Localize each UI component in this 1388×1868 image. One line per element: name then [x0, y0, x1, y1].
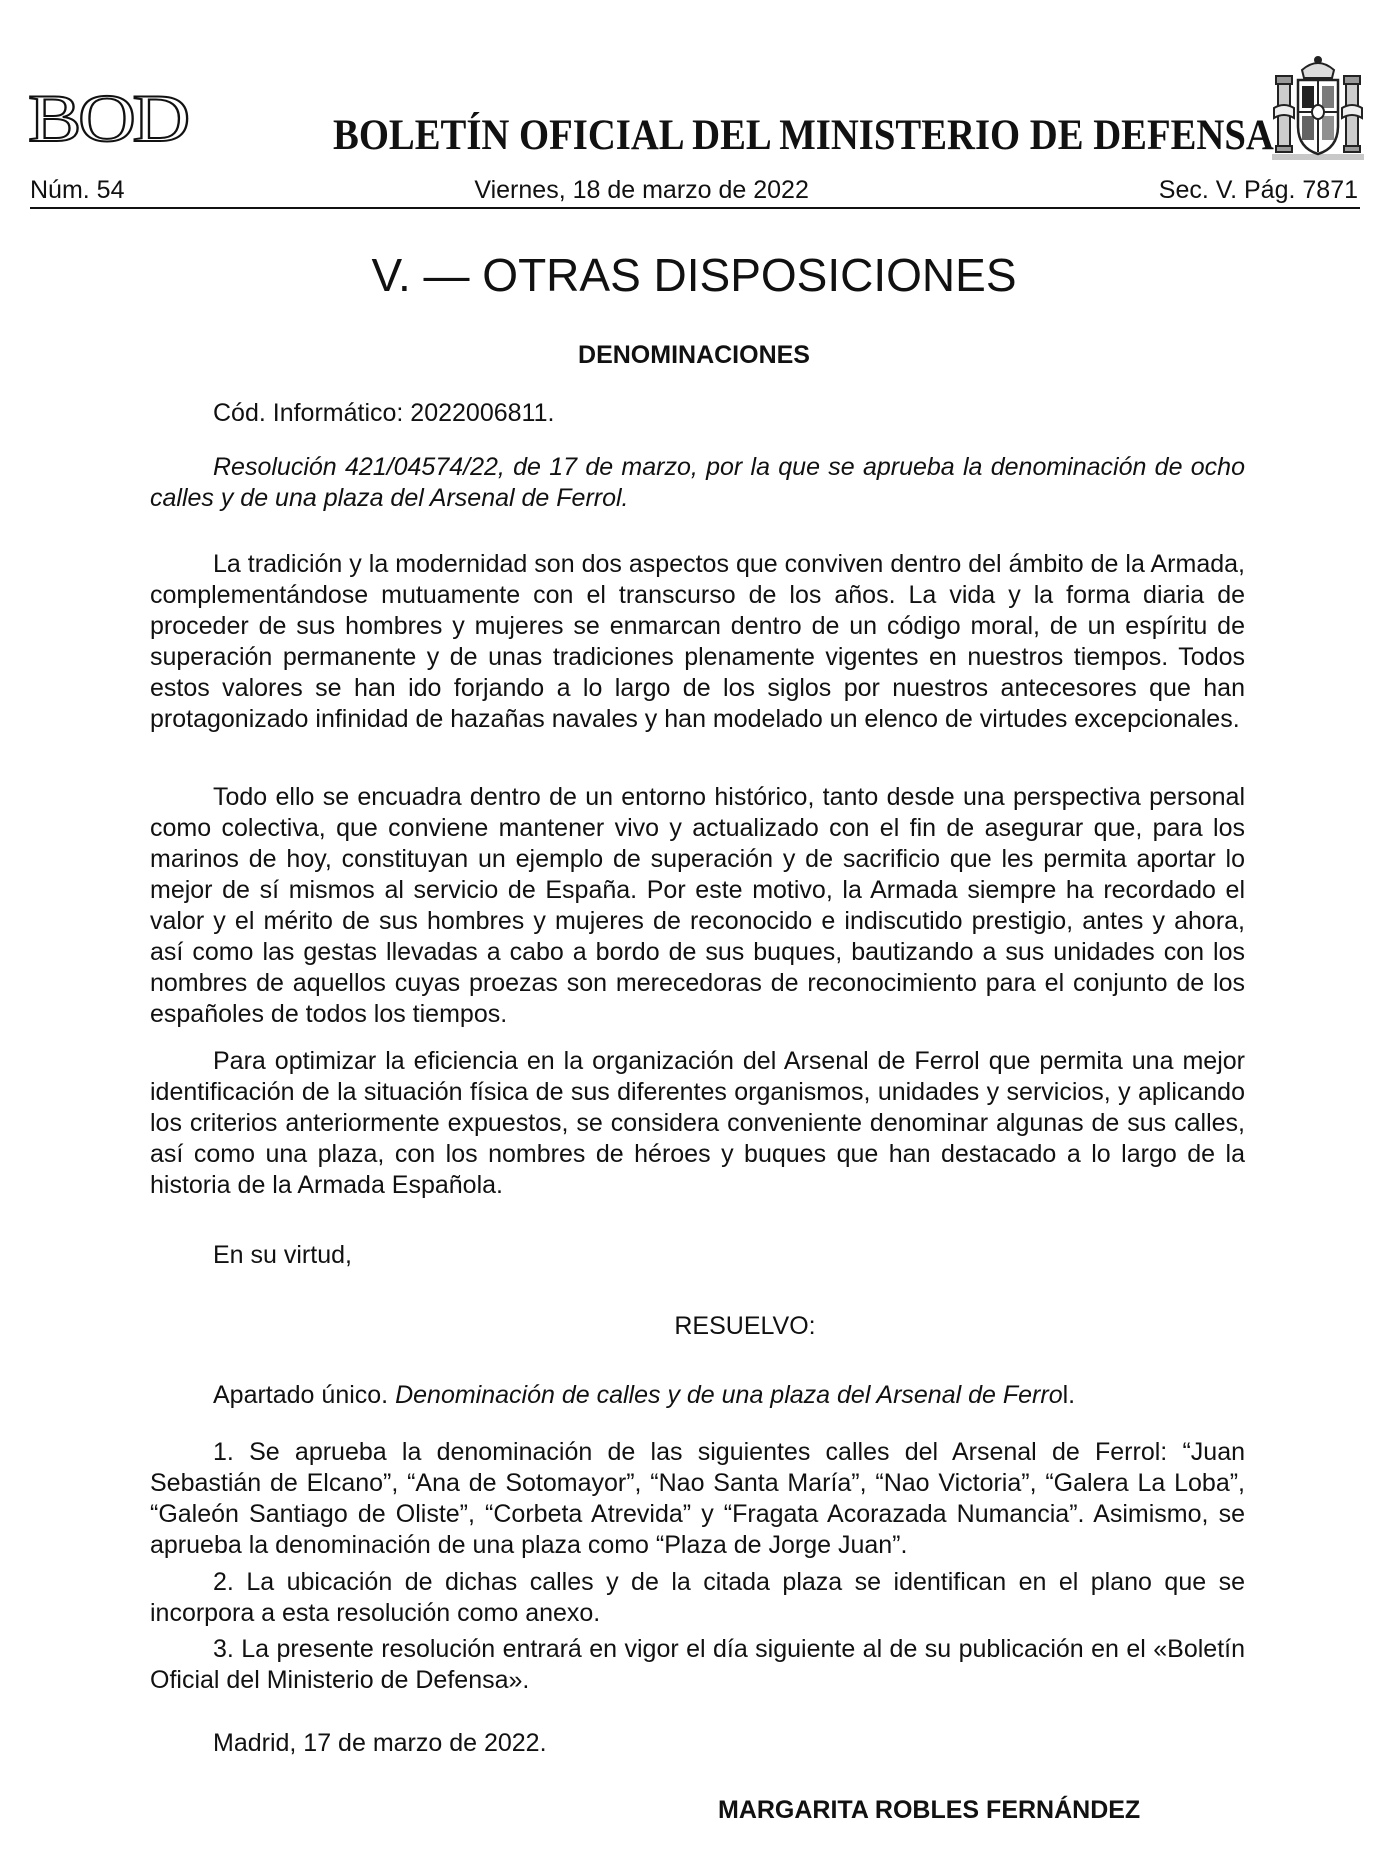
- place-date: Madrid, 17 de marzo de 2022.: [213, 1729, 547, 1757]
- resolution-title: Resolución 421/04574/22, de 17 de marzo, por la que se aprueba la denominación de ocho calles y de una plaza del Arsenal de Ferrol.: [150, 453, 1245, 512]
- issue-date: Viernes, 18 de marzo de 2022: [474, 176, 809, 204]
- paragraph-3: Para optimizar la eficiencia en la organización del Arsenal de Ferrol que permita una mejor identificación de la situación física de sus diferentes organismos, unidades y servicios, y aplicando los criterios anteriormente expuestos, se considera conveniente denominar algunas de sus calles, así como una plaza, con los nombres de héroes y buques que han destacado a lo largo de la historia de la Armada Española.: [150, 1047, 1245, 1199]
- apartado-unico: [213, 1380, 1243, 1411]
- section-title: V. — OTRAS DISPOSICIONES: [371, 249, 1017, 301]
- resuelvo-heading: RESUELVO:: [674, 1312, 816, 1340]
- header-divider: [30, 207, 1360, 209]
- paragraph-2: Todo ello se encuadra dentro de un entorno histórico, tanto desde una perspectiva personal como colectiva, que conviene mantener vivo y actualizado con el fin de asegurar que, para los marinos de hoy, constituyan un ejemplo de superación y de sacrificio que les permita aportar lo mejor de sí mismos al servicio de España. Por este motivo, la Armada siempre ha recordado el valor y el mérito de sus hombres y mujeres de reconocido e indiscutido prestigio, antes y ahora, así como las gestas llevadas a cabo a bordo de sus buques, bautizando a sus unidades con los nombres de aquellos cuyas proezas son merecedoras de reconocimiento para el conjunto de los españoles de todos los tiempos.: [150, 783, 1245, 1028]
- paragraph-1: La tradición y la modernidad son dos aspectos que conviven dentro del ámbito de la Armada, complementándose mutuamente con el transcurso de los años. La vida y la forma diaria de proceder de sus hombres y mujeres se enmarcan dentro de un código moral, de un espíritu de superación permanente y de unas tradiciones plenamente vigentes en nuestros tiempos. Todos estos valores se han ido forjando a lo largo de los siglos por nuestros antecesores que han protagonizado infinidad de hazañas navales y han modelado un elenco de virtudes excepcionales.: [150, 550, 1245, 733]
- item-3: 3. La presente resolución entrará en vigor el día siguiente al de su publicación en el «Boletín Oficial del Ministerio de Defensa».: [150, 1635, 1245, 1694]
- subsection-title: DENOMINACIONES: [578, 341, 810, 369]
- bulletin-title: BOLETÍN OFICIAL DEL MINISTERIO DE DEFENSA: [333, 112, 1274, 159]
- section-page: Sec. V. Pág. 7871: [1158, 176, 1358, 204]
- signatory-name: MARGARITA ROBLES FERNÁNDEZ: [718, 1796, 1141, 1824]
- bod-logo: BOD: [28, 80, 187, 156]
- en-su-virtud: En su virtud,: [213, 1241, 352, 1269]
- computer-code: Cód. Informático: 2022006811.: [213, 399, 555, 427]
- coat-of-arms-icon: [1272, 52, 1364, 164]
- issue-info-line: [30, 176, 1358, 204]
- issue-number: Núm. 54: [30, 176, 125, 204]
- item-2: 2. La ubicación de dichas calles y de la citada plaza se identifican en el plano que se incorpora a esta resolución como anexo.: [150, 1568, 1245, 1627]
- apartado-label: Apartado único.: [213, 1381, 389, 1409]
- item-1: 1. Se aprueba la denominación de las siguientes calles del Arsenal de Ferrol: “Juan Sebastián de Elcano”, “Ana de Sotomayor”, “Nao Santa María”, “Nao Victoria”, “Galera La Loba”, “Galeón Santiago de Oliste”, “Corbeta Atrevida” y “Fragata Acorazada Numancia”. Asimismo, se aprueba la denominación de una plaza como “Plaza de Jorge Juan”.: [150, 1438, 1245, 1559]
- apartado-title-end: l.: [1062, 1381, 1076, 1409]
- apartado-title: Denominación de calles y de una plaza del Arsenal de Ferro: [395, 1381, 1063, 1409]
